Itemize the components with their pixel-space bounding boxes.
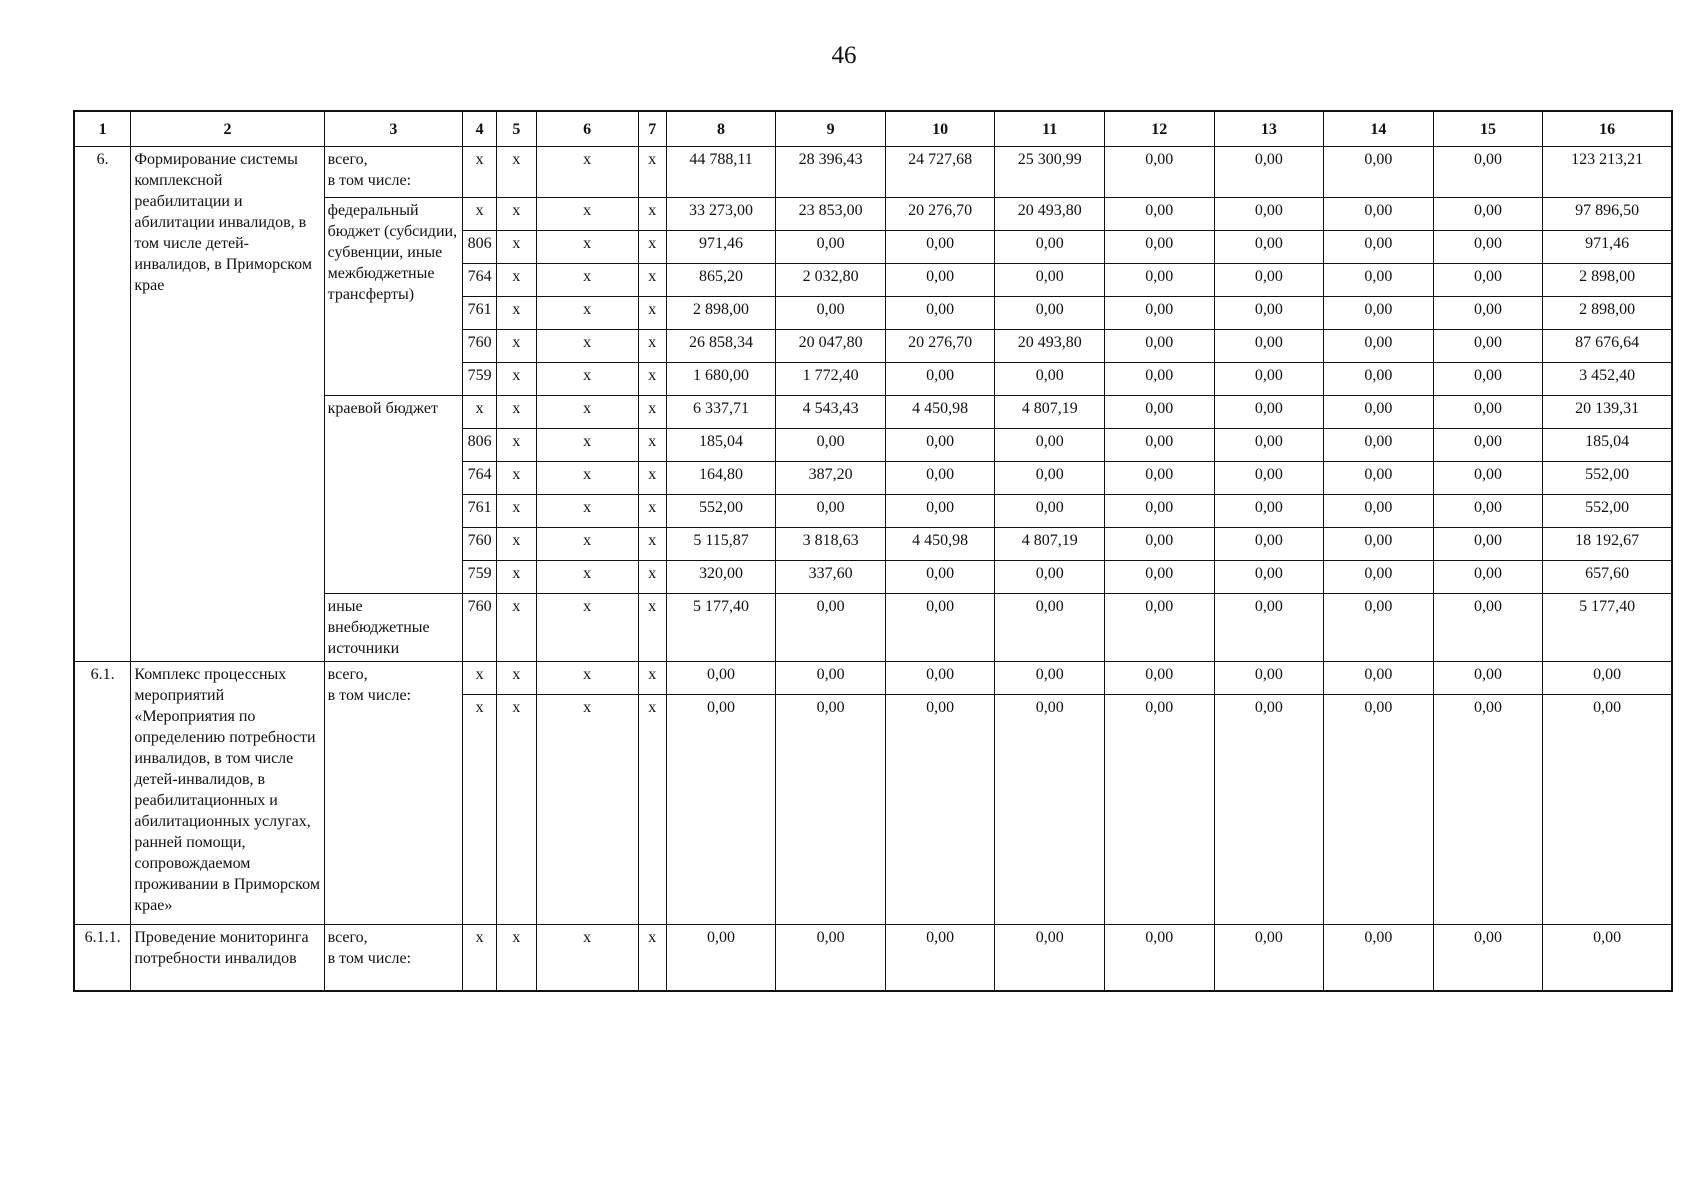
funding-source-cell: всего, в том числе:: [324, 925, 463, 991]
value-cell-col-16: 0,00: [1543, 662, 1672, 695]
column-header-6: 6: [536, 111, 638, 147]
kbk-code-cell: 760: [463, 330, 497, 363]
value-cell-col-14: 0,00: [1324, 462, 1434, 495]
value-cell-col-14: 0,00: [1324, 231, 1434, 264]
x-mark-cell: x: [497, 925, 536, 991]
x-mark-cell: x: [536, 363, 638, 396]
value-cell-col-8: 44 788,11: [666, 147, 776, 198]
value-cell-col-13: 0,00: [1214, 561, 1324, 594]
value-cell-col-12: 0,00: [1104, 495, 1214, 528]
x-mark-cell: x: [497, 429, 536, 462]
value-cell-col-9: 0,00: [776, 695, 886, 925]
value-cell-col-10: 0,00: [885, 662, 995, 695]
value-cell-col-10: 0,00: [885, 594, 995, 662]
value-cell-col-11: 0,00: [995, 264, 1105, 297]
value-cell-col-12: 0,00: [1104, 363, 1214, 396]
activity-name-cell: Проведение мониторинга потребности инвалидов: [131, 925, 324, 991]
x-mark-cell: x: [536, 925, 638, 991]
kbk-code-cell: 760: [463, 528, 497, 561]
value-cell-col-15: 0,00: [1433, 528, 1543, 561]
x-mark-cell: x: [497, 662, 536, 695]
column-header-3: 3: [324, 111, 463, 147]
value-cell-col-11: 0,00: [995, 231, 1105, 264]
value-cell-col-13: 0,00: [1214, 330, 1324, 363]
value-cell-col-10: 20 276,70: [885, 330, 995, 363]
x-mark-cell: x: [638, 429, 666, 462]
x-mark-cell: x: [638, 561, 666, 594]
value-cell-col-16: 123 213,21: [1543, 147, 1672, 198]
value-cell-col-12: 0,00: [1104, 925, 1214, 991]
value-cell-col-16: 0,00: [1543, 925, 1672, 991]
value-cell-col-16: 552,00: [1543, 462, 1672, 495]
row-number-cell: 6.: [74, 147, 131, 662]
column-header-13: 13: [1214, 111, 1324, 147]
funding-source-cell: иные внебюджетные источники: [324, 594, 463, 662]
x-mark-cell: x: [638, 330, 666, 363]
value-cell-col-9: 20 047,80: [776, 330, 886, 363]
column-header-9: 9: [776, 111, 886, 147]
kbk-code-cell: 759: [463, 561, 497, 594]
value-cell-col-14: 0,00: [1324, 695, 1434, 925]
value-cell-col-11: 0,00: [995, 429, 1105, 462]
value-cell-col-9: 23 853,00: [776, 198, 886, 231]
x-mark-cell: x: [536, 429, 638, 462]
value-cell-col-16: 87 676,64: [1543, 330, 1672, 363]
value-cell-col-15: 0,00: [1433, 462, 1543, 495]
value-cell-col-8: 2 898,00: [666, 297, 776, 330]
value-cell-col-11: 0,00: [995, 594, 1105, 662]
x-mark-cell: x: [536, 231, 638, 264]
value-cell-col-10: 0,00: [885, 925, 995, 991]
value-cell-col-14: 0,00: [1324, 363, 1434, 396]
budget-table: [73, 110, 1673, 992]
funding-source-cell: федеральный бюджет (субсидии, субвенции, иные межбюджетные трансферты): [324, 198, 463, 396]
activity-name-cell: Формирование системы комплексной реабилитации и абилитации инвалидов, в том числе детей-инвалидов, в Приморском крае: [131, 147, 324, 662]
value-cell-col-15: 0,00: [1433, 147, 1543, 198]
x-mark-cell: x: [638, 297, 666, 330]
value-cell-col-14: 0,00: [1324, 429, 1434, 462]
value-cell-col-14: 0,00: [1324, 495, 1434, 528]
value-cell-col-14: 0,00: [1324, 198, 1434, 231]
x-mark-cell: x: [536, 147, 638, 198]
value-cell-col-15: 0,00: [1433, 695, 1543, 925]
value-cell-col-13: 0,00: [1214, 147, 1324, 198]
value-cell-col-12: 0,00: [1104, 594, 1214, 662]
x-mark-cell: x: [638, 363, 666, 396]
column-header-5: 5: [497, 111, 536, 147]
x-mark-cell: x: [638, 662, 666, 695]
value-cell-col-11: 0,00: [995, 363, 1105, 396]
x-mark-cell: x: [638, 925, 666, 991]
value-cell-col-8: 1 680,00: [666, 363, 776, 396]
x-mark-cell: x: [497, 264, 536, 297]
value-cell-col-15: 0,00: [1433, 396, 1543, 429]
x-mark-cell: x: [638, 198, 666, 231]
value-cell-col-14: 0,00: [1324, 528, 1434, 561]
value-cell-col-11: 25 300,99: [995, 147, 1105, 198]
value-cell-col-12: 0,00: [1104, 231, 1214, 264]
x-mark-cell: x: [536, 561, 638, 594]
value-cell-col-9: 4 543,43: [776, 396, 886, 429]
x-mark-cell: x: [497, 396, 536, 429]
value-cell-col-11: 0,00: [995, 297, 1105, 330]
value-cell-col-9: 0,00: [776, 429, 886, 462]
value-cell-col-16: 18 192,67: [1543, 528, 1672, 561]
value-cell-col-13: 0,00: [1214, 462, 1324, 495]
value-cell-col-16: 2 898,00: [1543, 264, 1672, 297]
x-mark-cell: x: [638, 528, 666, 561]
value-cell-col-16: 552,00: [1543, 495, 1672, 528]
value-cell-col-14: 0,00: [1324, 925, 1434, 991]
value-cell-col-13: 0,00: [1214, 594, 1324, 662]
value-cell-col-10: 0,00: [885, 561, 995, 594]
value-cell-col-12: 0,00: [1104, 462, 1214, 495]
x-mark-cell: x: [497, 231, 536, 264]
x-mark-cell: x: [536, 264, 638, 297]
value-cell-col-13: 0,00: [1214, 429, 1324, 462]
page-number: 46: [831, 42, 857, 69]
value-cell-col-10: 0,00: [885, 264, 995, 297]
x-mark-cell: x: [497, 594, 536, 662]
value-cell-col-10: 0,00: [885, 429, 995, 462]
value-cell-col-13: 0,00: [1214, 495, 1324, 528]
x-mark-cell: x: [497, 147, 536, 198]
value-cell-col-15: 0,00: [1433, 594, 1543, 662]
value-cell-col-8: 971,46: [666, 231, 776, 264]
value-cell-col-16: 5 177,40: [1543, 594, 1672, 662]
value-cell-col-15: 0,00: [1433, 264, 1543, 297]
x-mark-cell: x: [638, 396, 666, 429]
kbk-code-cell: x: [463, 695, 497, 925]
x-mark-cell: x: [638, 147, 666, 198]
x-mark-cell: x: [497, 363, 536, 396]
value-cell-col-8: 164,80: [666, 462, 776, 495]
column-header-16: 16: [1543, 111, 1672, 147]
x-mark-cell: x: [638, 594, 666, 662]
value-cell-col-11: 0,00: [995, 462, 1105, 495]
column-header-15: 15: [1433, 111, 1543, 147]
kbk-code-cell: 764: [463, 264, 497, 297]
value-cell-col-13: 0,00: [1214, 264, 1324, 297]
table-row: [74, 662, 1672, 695]
table-row: [74, 925, 1672, 991]
value-cell-col-11: 0,00: [995, 662, 1105, 695]
value-cell-col-10: 0,00: [885, 462, 995, 495]
x-mark-cell: x: [497, 495, 536, 528]
value-cell-col-11: 20 493,80: [995, 198, 1105, 231]
value-cell-col-16: 185,04: [1543, 429, 1672, 462]
value-cell-col-11: 4 807,19: [995, 396, 1105, 429]
value-cell-col-16: 97 896,50: [1543, 198, 1672, 231]
value-cell-col-8: 0,00: [666, 662, 776, 695]
value-cell-col-9: 2 032,80: [776, 264, 886, 297]
value-cell-col-11: 0,00: [995, 495, 1105, 528]
value-cell-col-9: 0,00: [776, 594, 886, 662]
x-mark-cell: x: [497, 330, 536, 363]
table-row: [74, 147, 1672, 198]
x-mark-cell: x: [536, 330, 638, 363]
value-cell-col-14: 0,00: [1324, 330, 1434, 363]
x-mark-cell: x: [497, 695, 536, 925]
value-cell-col-14: 0,00: [1324, 594, 1434, 662]
value-cell-col-16: 20 139,31: [1543, 396, 1672, 429]
value-cell-col-13: 0,00: [1214, 528, 1324, 561]
x-mark-cell: x: [536, 528, 638, 561]
column-header-7: 7: [638, 111, 666, 147]
value-cell-col-13: 0,00: [1214, 662, 1324, 695]
value-cell-col-15: 0,00: [1433, 198, 1543, 231]
value-cell-col-14: 0,00: [1324, 561, 1434, 594]
value-cell-col-8: 5 177,40: [666, 594, 776, 662]
value-cell-col-10: 0,00: [885, 231, 995, 264]
value-cell-col-12: 0,00: [1104, 561, 1214, 594]
value-cell-col-9: 0,00: [776, 662, 886, 695]
x-mark-cell: x: [536, 695, 638, 925]
value-cell-col-12: 0,00: [1104, 297, 1214, 330]
kbk-code-cell: 806: [463, 231, 497, 264]
x-mark-cell: x: [638, 264, 666, 297]
value-cell-col-9: 337,60: [776, 561, 886, 594]
x-mark-cell: x: [536, 662, 638, 695]
column-header-1: 1: [74, 111, 131, 147]
value-cell-col-15: 0,00: [1433, 495, 1543, 528]
column-header-12: 12: [1104, 111, 1214, 147]
value-cell-col-16: 2 898,00: [1543, 297, 1672, 330]
value-cell-col-13: 0,00: [1214, 396, 1324, 429]
value-cell-col-15: 0,00: [1433, 297, 1543, 330]
x-mark-cell: x: [638, 695, 666, 925]
kbk-code-cell: x: [463, 925, 497, 991]
value-cell-col-13: 0,00: [1214, 363, 1324, 396]
value-cell-col-8: 552,00: [666, 495, 776, 528]
value-cell-col-13: 0,00: [1214, 231, 1324, 264]
value-cell-col-9: 0,00: [776, 231, 886, 264]
x-mark-cell: x: [536, 594, 638, 662]
header-row: [74, 111, 1672, 147]
kbk-code-cell: 806: [463, 429, 497, 462]
kbk-code-cell: x: [463, 198, 497, 231]
value-cell-col-15: 0,00: [1433, 662, 1543, 695]
value-cell-col-12: 0,00: [1104, 528, 1214, 561]
value-cell-col-16: 657,60: [1543, 561, 1672, 594]
value-cell-col-8: 6 337,71: [666, 396, 776, 429]
value-cell-col-12: 0,00: [1104, 396, 1214, 429]
value-cell-col-10: 4 450,98: [885, 396, 995, 429]
value-cell-col-9: 3 818,63: [776, 528, 886, 561]
x-mark-cell: x: [536, 297, 638, 330]
funding-source-cell: краевой бюджет: [324, 396, 463, 594]
value-cell-col-15: 0,00: [1433, 231, 1543, 264]
x-mark-cell: x: [536, 495, 638, 528]
column-header-11: 11: [995, 111, 1105, 147]
value-cell-col-16: 971,46: [1543, 231, 1672, 264]
column-header-8: 8: [666, 111, 776, 147]
value-cell-col-16: 0,00: [1543, 695, 1672, 925]
row-number-cell: 6.1.: [74, 662, 131, 925]
value-cell-col-8: 5 115,87: [666, 528, 776, 561]
value-cell-col-14: 0,00: [1324, 396, 1434, 429]
value-cell-col-11: 0,00: [995, 695, 1105, 925]
value-cell-col-13: 0,00: [1214, 925, 1324, 991]
x-mark-cell: x: [497, 198, 536, 231]
value-cell-col-15: 0,00: [1433, 429, 1543, 462]
x-mark-cell: x: [638, 495, 666, 528]
value-cell-col-13: 0,00: [1214, 695, 1324, 925]
x-mark-cell: x: [536, 396, 638, 429]
value-cell-col-15: 0,00: [1433, 363, 1543, 396]
value-cell-col-10: 0,00: [885, 297, 995, 330]
value-cell-col-10: 0,00: [885, 695, 995, 925]
x-mark-cell: x: [638, 462, 666, 495]
value-cell-col-8: 33 273,00: [666, 198, 776, 231]
value-cell-col-13: 0,00: [1214, 297, 1324, 330]
value-cell-col-14: 0,00: [1324, 662, 1434, 695]
column-header-4: 4: [463, 111, 497, 147]
kbk-code-cell: x: [463, 662, 497, 695]
value-cell-col-16: 3 452,40: [1543, 363, 1672, 396]
x-mark-cell: x: [536, 462, 638, 495]
value-cell-col-10: 0,00: [885, 363, 995, 396]
value-cell-col-12: 0,00: [1104, 695, 1214, 925]
value-cell-col-9: 0,00: [776, 495, 886, 528]
value-cell-col-15: 0,00: [1433, 330, 1543, 363]
value-cell-col-10: 20 276,70: [885, 198, 995, 231]
column-header-2: 2: [131, 111, 324, 147]
value-cell-col-8: 0,00: [666, 925, 776, 991]
value-cell-col-10: 4 450,98: [885, 528, 995, 561]
funding-source-cell: всего, в том числе:: [324, 662, 463, 925]
value-cell-col-12: 0,00: [1104, 198, 1214, 231]
value-cell-col-11: 0,00: [995, 561, 1105, 594]
value-cell-col-15: 0,00: [1433, 561, 1543, 594]
value-cell-col-12: 0,00: [1104, 429, 1214, 462]
value-cell-col-12: 0,00: [1104, 330, 1214, 363]
value-cell-col-8: 185,04: [666, 429, 776, 462]
value-cell-col-9: 0,00: [776, 925, 886, 991]
value-cell-col-12: 0,00: [1104, 147, 1214, 198]
kbk-code-cell: x: [463, 147, 497, 198]
kbk-code-cell: 761: [463, 495, 497, 528]
value-cell-col-9: 0,00: [776, 297, 886, 330]
value-cell-col-10: 24 727,68: [885, 147, 995, 198]
value-cell-col-11: 20 493,80: [995, 330, 1105, 363]
value-cell-col-9: 1 772,40: [776, 363, 886, 396]
funding-source-cell: всего, в том числе:: [324, 147, 463, 198]
x-mark-cell: x: [536, 198, 638, 231]
column-header-14: 14: [1324, 111, 1434, 147]
value-cell-col-13: 0,00: [1214, 198, 1324, 231]
value-cell-col-8: 865,20: [666, 264, 776, 297]
value-cell-col-15: 0,00: [1433, 925, 1543, 991]
x-mark-cell: x: [497, 297, 536, 330]
value-cell-col-14: 0,00: [1324, 147, 1434, 198]
value-cell-col-14: 0,00: [1324, 297, 1434, 330]
value-cell-col-8: 26 858,34: [666, 330, 776, 363]
value-cell-col-9: 28 396,43: [776, 147, 886, 198]
kbk-code-cell: 761: [463, 297, 497, 330]
x-mark-cell: x: [638, 231, 666, 264]
kbk-code-cell: 760: [463, 594, 497, 662]
value-cell-col-11: 4 807,19: [995, 528, 1105, 561]
value-cell-col-11: 0,00: [995, 925, 1105, 991]
column-header-10: 10: [885, 111, 995, 147]
value-cell-col-8: 320,00: [666, 561, 776, 594]
x-mark-cell: x: [497, 462, 536, 495]
value-cell-col-9: 387,20: [776, 462, 886, 495]
value-cell-col-10: 0,00: [885, 495, 995, 528]
kbk-code-cell: 764: [463, 462, 497, 495]
x-mark-cell: x: [497, 528, 536, 561]
row-number-cell: 6.1.1.: [74, 925, 131, 991]
value-cell-col-8: 0,00: [666, 695, 776, 925]
x-mark-cell: x: [497, 561, 536, 594]
activity-name-cell: Комплекс процессных мероприятий «Мероприятия по определению потребности инвалидов, в том числе детей-инвалидов, в реабилитационных и абилитационных услугах, ранней помощи, сопровождаемом проживании в Приморском крае»: [131, 662, 324, 925]
value-cell-col-12: 0,00: [1104, 264, 1214, 297]
value-cell-col-12: 0,00: [1104, 662, 1214, 695]
kbk-code-cell: x: [463, 396, 497, 429]
kbk-code-cell: 759: [463, 363, 497, 396]
value-cell-col-14: 0,00: [1324, 264, 1434, 297]
